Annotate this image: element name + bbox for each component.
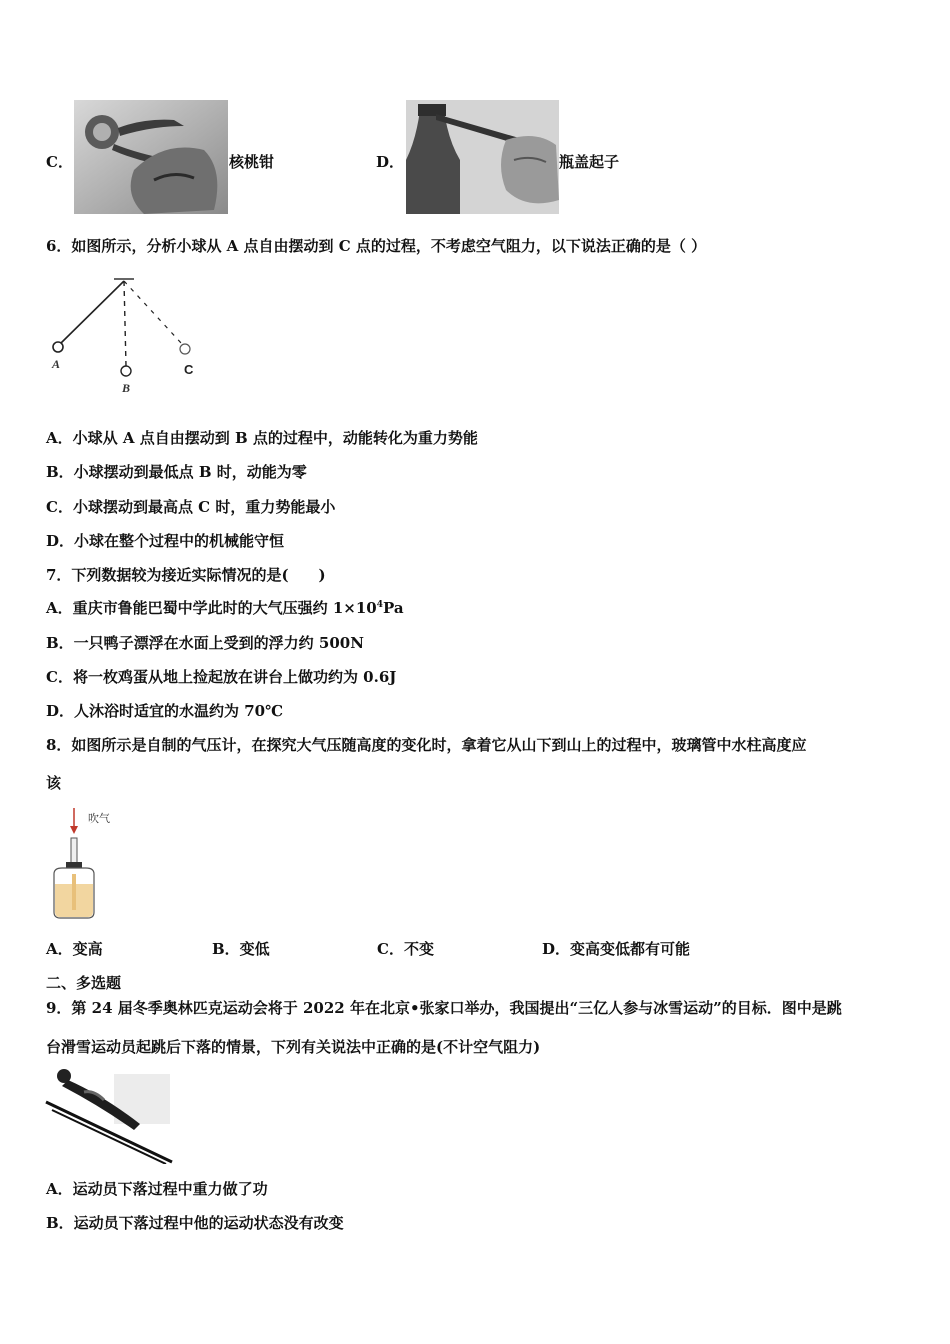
option-c-letter: C． <box>46 153 73 171</box>
q7-option-c: C．将一枚鸡蛋从地上捡起放在讲台上做功约为 0.6J <box>46 668 397 686</box>
pendulum-label-a: A <box>52 357 61 371</box>
q7-option-b: B．一只鸭子漂浮在水面上受到的浮力约 500N <box>46 634 364 652</box>
q8-stem-line1: 8．如图所示是自制的气压计，在探究大气压随高度的变化时，拿着它从山下到山上的过程中，玻璃管中水柱高度应 <box>46 736 807 754</box>
q6-option-a: A．小球从 A 点自由摆动到 B 点的过程中，动能转化为重力势能 <box>46 429 478 447</box>
q7-option-d: D．人沐浴时适宜的水温约为 70℃ <box>46 702 284 720</box>
option-c-caption: 核桃钳 <box>229 153 275 171</box>
q7-stem: 7．下列数据较为接近实际情况的是( ) <box>46 566 326 584</box>
pendulum-figure <box>44 274 204 396</box>
q7-option-a: A．重庆市鲁能巴蜀中学此时的大气压强约 $1\times 10^4Pa$ <box>46 599 404 617</box>
q6-option-c: C．小球摆动到最高点 C 时，重力势能最小 <box>46 498 336 516</box>
q8-option-c: C．不变 <box>377 940 434 958</box>
q6-option-d: D．小球在整个过程中的机械能守恒 <box>46 532 285 550</box>
q8-option-b: B．变低 <box>212 940 270 958</box>
barometer-figure <box>46 804 126 922</box>
barometer-label: 吹气 <box>88 812 110 825</box>
bottle-opener-photo <box>406 100 559 214</box>
q6-option-b: B．小球摆动到最低点 B 时，动能为零 <box>46 463 307 481</box>
q9-option-b: B．运动员下落过程中他的运动状态没有改变 <box>46 1214 344 1232</box>
pendulum-label-c: C <box>184 362 194 377</box>
q8-option-d: D．变高变低都有可能 <box>542 940 691 958</box>
q8-option-a: A．变高 <box>46 940 103 958</box>
pendulum-label-b: B <box>122 381 131 395</box>
option-d-caption: 瓶盖起子 <box>559 153 620 171</box>
q9-option-a: A．运动员下落过程中重力做了功 <box>46 1180 268 1198</box>
option-d-letter: D． <box>376 153 405 171</box>
q8-stem-line2: 该 <box>46 774 62 792</box>
q9-stem-line1: 9．第 24 届冬季奥林匹克运动会将于 2022 年在北京•张家口举办，我国提出“三亿人参与冰雪运动”的目标．图中是跳 <box>46 999 842 1017</box>
ski-jumper-photo <box>44 1066 174 1164</box>
q6-stem: 6．如图所示，分析小球从 A 点自由摆动到 C 点的过程，不考虑空气阻力，以下说法正确的是（ ） <box>46 237 707 255</box>
walnut-cracker-photo <box>74 100 228 214</box>
section-title: 二、多选题 <box>46 974 122 992</box>
q9-stem-line2: 台滑雪运动员起跳后下落的情景，下列有关说法中正确的是(不计空气阻力) <box>46 1038 541 1056</box>
